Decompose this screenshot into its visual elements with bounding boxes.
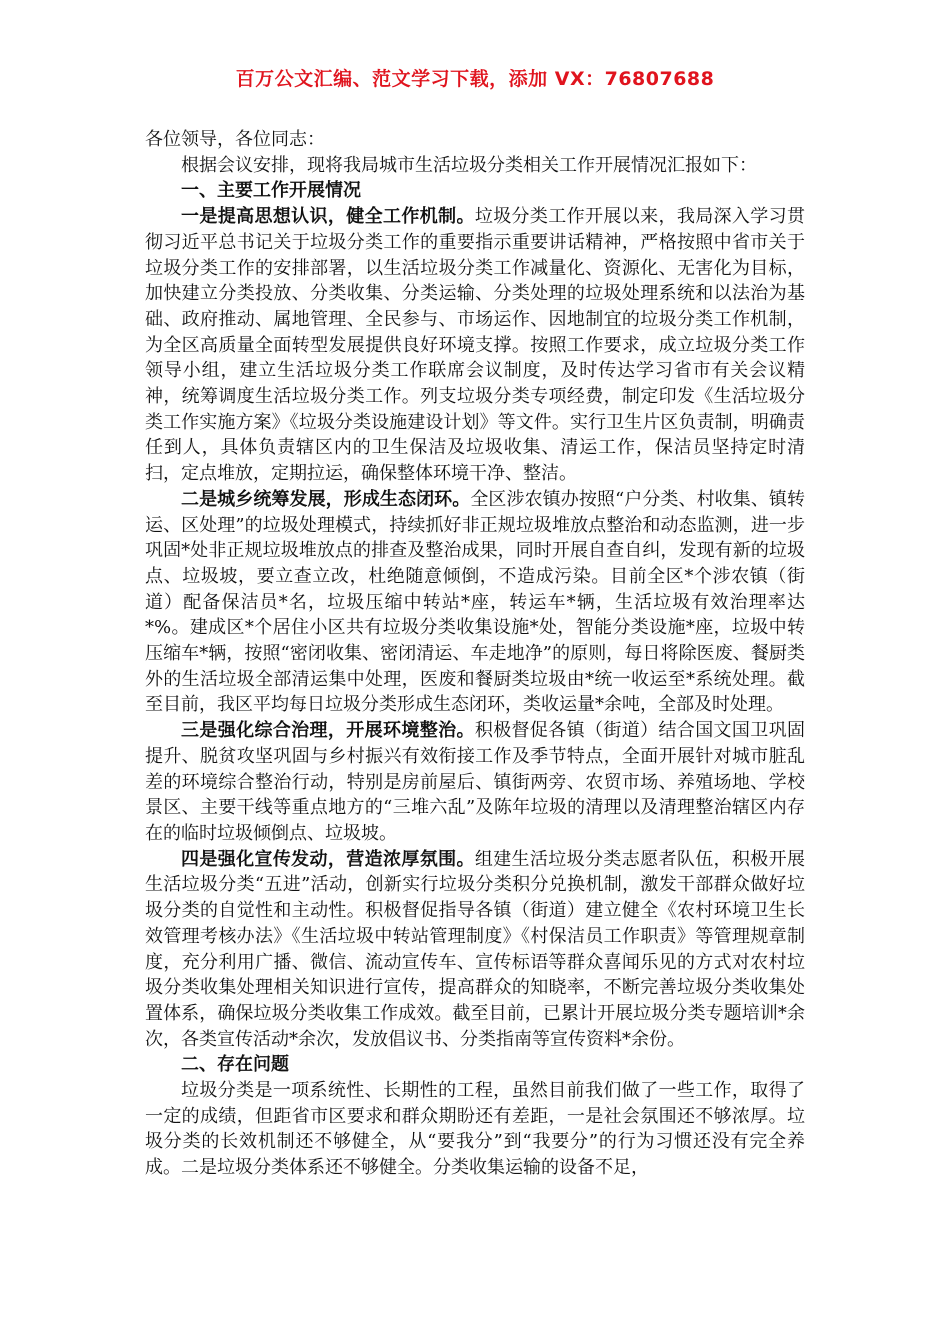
section-heading-2: 二、存在问题: [181, 1054, 289, 1076]
paragraph-3-lead: 三是强化综合治理，开展环境整治。: [181, 720, 475, 742]
paragraph-4: [145, 847, 805, 1053]
paragraph-1-lead: 一是提高思想认识，健全工作机制。: [181, 206, 475, 228]
paragraph-4-lead: 四是强化宣传发动，营造浓厚氛围。: [181, 848, 475, 870]
paragraph-3: [145, 718, 805, 847]
paragraph-5: 垃圾分类是一项系统性、长期性的工程，虽然目前我们做了一些工作，取得了一定的成绩，但距省市区要求和群众期盼还有差距，一是社会氛围还不够浓厚。垃圾分类的长效机制还不够健全，从“要我分”到“我要分”的行为习惯还没有完全养成。二是垃圾分类体系还不够健全。分类收集运输的设备不足，: [145, 1080, 805, 1179]
paragraph-2: [145, 487, 805, 718]
watermark-banner: 百万公文汇编、范文学习下载，添加 VX：76807688: [235, 68, 715, 90]
paragraph-1: [145, 204, 805, 487]
paragraph-3-text: 积极督促各镇（街道）结合国文国卫巩固提升、脱贫攻坚巩固与乡村振兴有效衔接工作及季节特点，全面开展针对城市脏乱差的环境综合整治行动，特别是房前屋后、镇街两旁、农贸市场、养殖场地、学校景区、主要干线等重点地方的“三堆六乱”及陈年垃圾的清理以及清理整治辖区内存在的临时垃圾倾倒点、垃圾坡。: [145, 720, 806, 844]
greeting: 各位领导，各位同志：: [145, 129, 325, 150]
paragraph-2-lead: 二是城乡统筹发展，形成生态闭环。: [181, 488, 471, 510]
paragraph-1-text: 垃圾分类工作开展以来，我局深入学习贯彻习近平总书记关于垃圾分类工作的重要指示重要讲话精神，严格按照中省市关于垃圾分类工作的安排部署，以生活垃圾分类工作减量化、资源化、无害化为目标，加快建立分类投放、分类收集、分类运输、分类处理的垃圾处理系统和以法治为基础、政府推动、属地管理、全民参与、市场运作、因地制宜的垃圾分类工作机制，为全区高质量全面转型发展提供良好环境支撑。按照工作要求，成立垃圾分类工作领导小组，建立生活垃圾分类工作联席会议制度，及时传达学习省市有关会议精神，统筹调度生活垃圾分类工作。列支垃圾分类专项经费，制定印发《生活垃圾分类工作实施方案》《垃圾分类设施建设计划》等文件。实行卫生片区负责制，明确责任到人，具体负责辖区内的卫生保洁及垃圾收集、清运工作，保洁员坚持定时清扫，定点堆放，定期拉运，确保整体环境干净、整洁。: [145, 206, 806, 485]
intro-paragraph: 根据会议安排，现将我局城市生活垃圾分类相关工作开展情况汇报如下：: [181, 154, 757, 176]
section-heading-1: 一、主要工作开展情况: [181, 180, 361, 202]
paragraph-2-text: 全区涉农镇办按照“户分类、村收集、镇转运、区处理”的垃圾处理模式，持续抓好非正规垃圾堆放点整治和动态监测，进一步巩固*处非正规垃圾堆放点的排查及整治成果，同时开展自查自纠，发现有新的垃圾点、垃圾坡，要立查立改，杜绝随意倾倒，不造成污染。目前全区*个涉农镇（街道）配备保洁员*名，垃圾压缩中转站*座，转运车*辆，生活垃圾有效治理率达*%。建成区*个居住小区共有垃圾分类收集设施*处，智能分类设施*座，垃圾中转压缩车*辆，按照“密闭收集、密闭清运、车走地净”的原则，每日将除医废、餐厨类外的生活垃圾全部清运集中处理，医废和餐厨类垃圾由*统一收运至*系统处理。截至目前，我区平均每日垃圾分类形成生态闭环，类收运量*余吨，全部及时处理。: [145, 488, 806, 716]
paragraph-4-text: 组建生活垃圾分类志愿者队伍，积极开展生活垃圾分类“五进”活动，创新实行垃圾分类积分兑换机制，激发干部群众做好垃圾分类的自觉性和主动性。积极督促指导各镇（街道）建立健全《农村环境卫生长效管理考核办法》《生活垃圾中转站管理制度》《村保洁员工作职责》等管理规章制度，充分利用广播、微信、流动宣传车、宣传标语等群众喜闻乐见的方式对农村垃圾分类收集处理相关知识进行宣传，提高群众的知晓率，不断完善垃圾分类收集处置体系，确保垃圾分类收集工作成效。截至目前，已累计开展垃圾分类专题培训*余次，各类宣传活动*余次，发放倡议书、分类指南等宣传资料*余份。: [145, 848, 806, 1050]
document-body: [145, 127, 805, 1181]
